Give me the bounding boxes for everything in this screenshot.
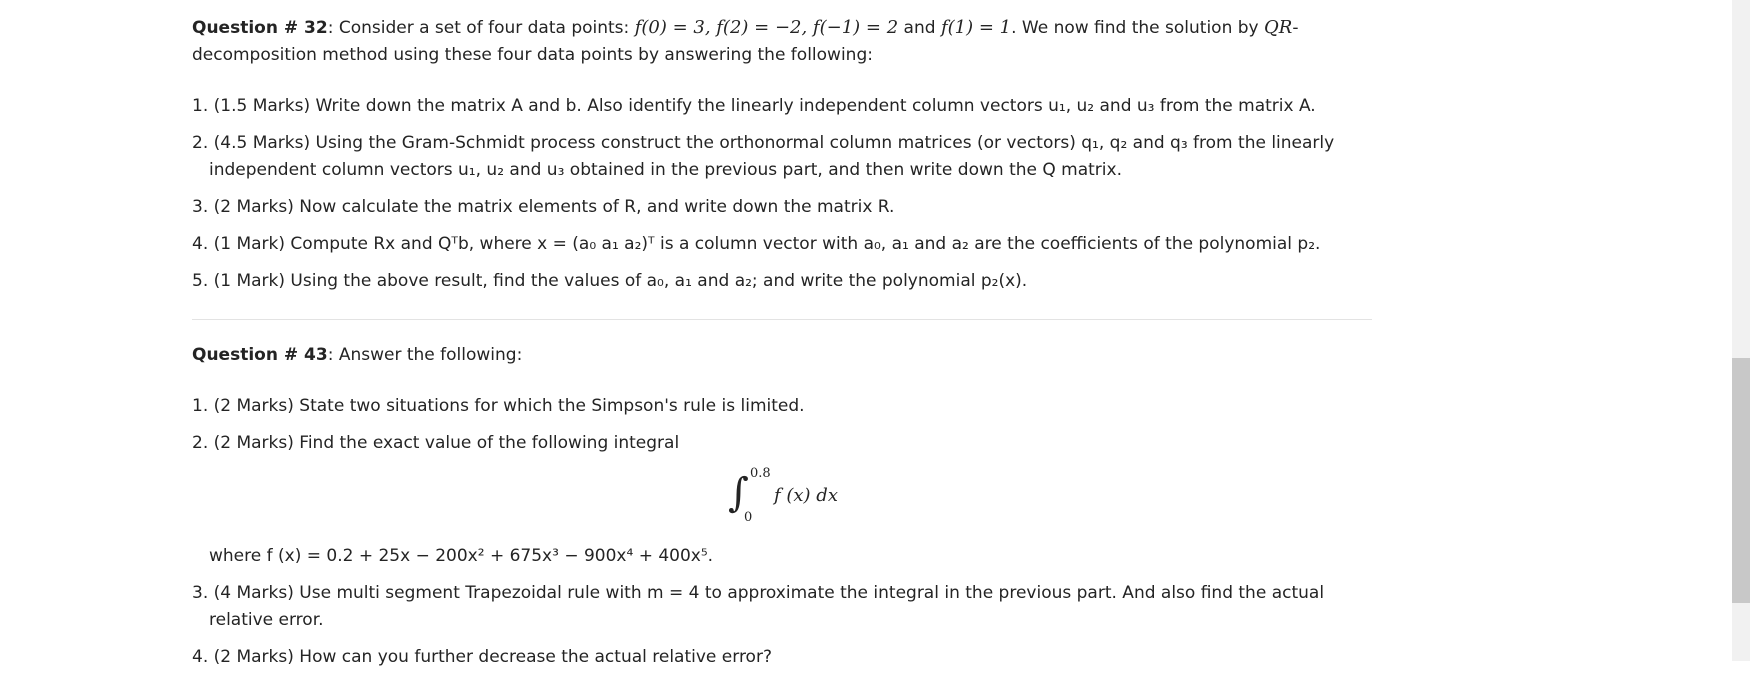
question-32-and: and xyxy=(898,18,941,38)
question-32-intro xyxy=(192,14,1372,69)
question-43-item-2: 2. (2 Marks) Find the exact value of the following integral xyxy=(192,433,680,453)
question-43-list xyxy=(192,393,1372,457)
section-divider xyxy=(192,319,1372,320)
question-32-item-2: 2. (4.5 Marks) Using the Gram-Schmidt process construct the orthonormal column matrices (or vectors) q₁, q₂ and q₃ from the linearly independent column vectors u₁, u₂ and u₃ obtained in the previous part, and then write down the Q matrix. xyxy=(192,133,1335,180)
question-43-item-4: 4. (2 Marks) How can you further decrease the actual relative error? xyxy=(192,647,772,667)
question-43-item-1: 1. (2 Marks) State two situations for which the Simpson's rule is limited. xyxy=(192,396,805,416)
question-43-item-3: 3. (4 Marks) Use multi segment Trapezoidal rule with m = 4 to approximate the integral in the previous part. And also find the actual relative error. xyxy=(192,583,1325,630)
scrollbar-track[interactable] xyxy=(1732,0,1750,661)
question-32-qr: QR xyxy=(1264,17,1293,38)
question-32-list xyxy=(192,93,1372,295)
question-43-list-continued xyxy=(192,580,1372,671)
scrollbar-thumb[interactable] xyxy=(1732,358,1750,603)
question-32-fourth-point: f(1) = 1 xyxy=(940,17,1012,38)
integral-sign: ∫ xyxy=(728,470,749,516)
question-32-intro-text: : Consider a set of four data points: xyxy=(327,18,635,38)
question-32-item-5: 5. (1 Mark) Using the above result, find the values of a₀, a₁ and a₂; and write the polynomial p₂(x). xyxy=(192,271,1028,291)
integral-upper-limit: 0.8 xyxy=(750,466,771,481)
question-32-item-1: 1. (1.5 Marks) Write down the matrix A and b. Also identify the linearly independent column vectors u₁, u₂ and u₃ from the matrix A. xyxy=(192,96,1316,116)
question-32-intro-text-3: -decomposition method using these four data points by answering the following: xyxy=(192,18,1299,65)
question-43-label: Question # 43 xyxy=(192,345,328,365)
question-32-data-points: f(0) = 3, f(2) = −2, f(−1) = 2 xyxy=(634,17,899,38)
document-content xyxy=(192,14,1372,681)
question-43-intro xyxy=(192,342,1372,369)
integral-display xyxy=(192,467,1372,529)
question-43-intro-text: : Answer the following: xyxy=(327,345,523,365)
question-32-item-3: 3. (2 Marks) Now calculate the matrix elements of R, and write down the matrix R. xyxy=(192,197,895,217)
question-32-intro-text-2: . We now find the solution by xyxy=(1011,18,1265,38)
integral-expression xyxy=(728,467,888,529)
question-32-label: Question # 32 xyxy=(192,18,328,38)
question-32-item-4: 4. (1 Mark) Compute Rx and Qᵀb, where x = (a₀ a₁ a₂)ᵀ is a column vector with a₀, a₁ and a₂ are the coefficients of the polynomial p₂. xyxy=(192,234,1321,254)
integral-lower-limit: 0 xyxy=(744,510,753,525)
integrand: f (x) dx xyxy=(774,485,838,506)
function-definition: where f (x) = 0.2 + 25x − 200x² + 675x³ − 900x⁴ + 400x⁵. xyxy=(209,546,714,566)
